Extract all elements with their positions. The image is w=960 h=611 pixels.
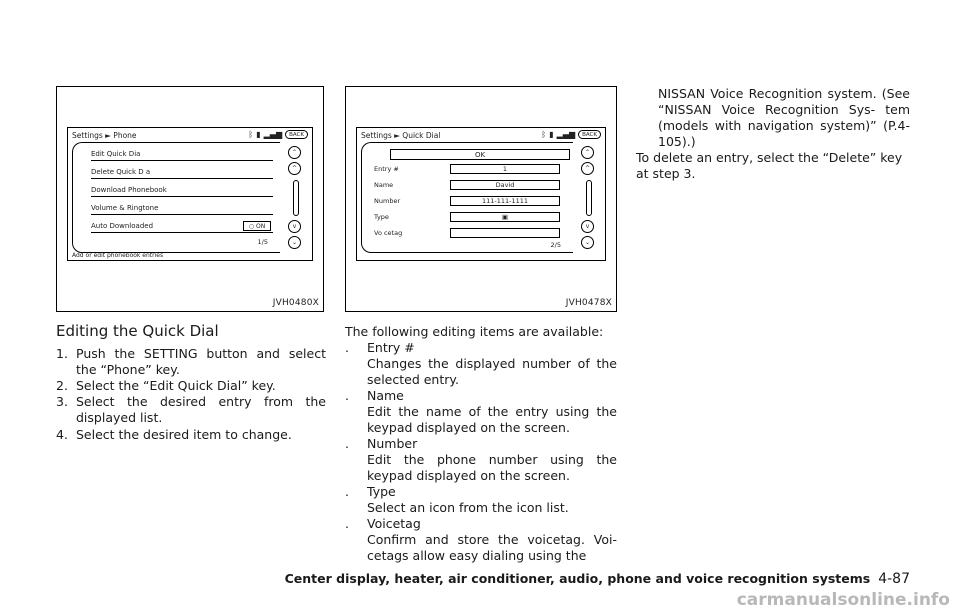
scroll-controls (284, 142, 308, 250)
quick-dial-screen (356, 127, 606, 261)
watermark: carmanualsonline.info (736, 590, 950, 610)
scroll-track (586, 180, 592, 216)
editing-intro: The following editing items are available: (345, 324, 604, 339)
bullet-type (345, 484, 617, 500)
bullet-entry (345, 340, 617, 356)
scroll-track (293, 180, 299, 216)
step-3 (56, 394, 326, 426)
step-number: 1. (56, 346, 68, 361)
screen-footer-note: Add or edit phonebook entries (72, 252, 164, 259)
bullet-dot: . (345, 388, 349, 403)
bullet-label: Type (367, 484, 396, 499)
list-item: Edit Quick Dia (91, 147, 273, 161)
phone-settings-screen (67, 127, 313, 261)
bullet-label: Entry # (367, 340, 415, 355)
back-button: BACK (578, 130, 601, 139)
delete-entry-note: To delete an entry, select the “Delete” key at step 3. (636, 150, 903, 181)
page-up-icon: ⌃ (288, 146, 301, 159)
bluetooth-icon: ᛒ (541, 130, 547, 139)
step-text: Select the desired item to change. (76, 427, 292, 442)
list-item: Volume & Ringtone (91, 201, 273, 215)
signal-icon: ▂▄▆ (263, 130, 283, 139)
bullet-name (345, 388, 617, 404)
page-down-icon: ⌄ (288, 236, 301, 249)
figure-code: JVH0480X (272, 298, 319, 308)
step-text: Select the desired entry from the displayed list. (76, 394, 326, 425)
signal-icon: ▂▄▆ (556, 130, 576, 139)
scroll-controls (577, 142, 601, 250)
figure-code: JVH0478X (565, 298, 612, 308)
field-value-type (450, 212, 560, 222)
field-value-number: 111-111-1111 (450, 196, 560, 206)
bullet-dot: . (345, 484, 349, 499)
list-item (91, 219, 273, 233)
on-label: ON (255, 223, 266, 230)
list-item: Download Phonebook (91, 183, 273, 197)
phone-icon: ▮ (549, 130, 554, 139)
list-item-label: Auto Downloaded (91, 222, 154, 230)
scroll-up-icon: ^ (288, 162, 301, 175)
scroll-down-icon: v (288, 220, 301, 233)
page-down-icon: ⌄ (581, 236, 594, 249)
page-footer (0, 571, 910, 587)
bullet-desc: Edit the name of the entry using the keypad displayed on the screen. (367, 404, 617, 435)
step-number: 4. (56, 427, 68, 442)
bullet-desc: Select an icon from the icon list. (367, 500, 569, 515)
figure-quick-dial (345, 86, 617, 312)
step-text: Select the “Edit Quick Dial” key. (76, 378, 276, 393)
page-indicator: 1/5 (257, 238, 268, 246)
page-indicator: 2/5 (550, 241, 561, 249)
screen-title: Settings ► Phone (72, 131, 137, 140)
on-toggle: ○ ON (243, 221, 271, 231)
status-icons (248, 130, 308, 139)
field-label-voicetag: Vo cetag (374, 229, 403, 237)
scroll-down-icon: v (581, 220, 594, 233)
bullet-desc: Edit the phone number using the keypad displayed on the screen. (367, 452, 617, 483)
bullet-label: Name (367, 388, 404, 403)
step-4 (56, 427, 326, 443)
scroll-up-icon: ^ (581, 162, 594, 175)
field-label-entry: Entry # (374, 165, 399, 173)
field-value-entry: 1 (450, 164, 560, 174)
bullet-desc: Confirm and store the voicetag. Voi- cetags allow easy dialing using the (367, 532, 617, 563)
step-2 (56, 378, 326, 394)
back-button: BACK (285, 130, 308, 139)
section-heading: Editing the Quick Dial (56, 322, 219, 340)
step-number: 3. (56, 394, 68, 409)
bullet-desc: Changes the displayed number of the selected entry. (367, 356, 617, 387)
bullet-label: Voicetag (367, 516, 421, 531)
step-text: Push the SETTING button and select the “Phone” key. (76, 346, 326, 377)
field-label-number: Number (374, 197, 401, 205)
page-number: 4-87 (878, 571, 910, 587)
bullet-dot: . (345, 436, 349, 451)
footer-section-title: Center display, heater, air conditioner, audio, phone and voice recognition systems (284, 571, 871, 586)
bullet-dot: . (345, 516, 349, 531)
screen-title: Settings ► Quick Dial (361, 131, 441, 140)
field-label-name: Name (374, 181, 394, 189)
status-icons (541, 130, 601, 139)
bullet-label: Number (367, 436, 418, 451)
bullet-dot: . (345, 340, 349, 355)
list-item: Delete Quick D a (91, 165, 273, 179)
page-up-icon: ⌃ (581, 146, 594, 159)
figure-phone-settings (56, 86, 324, 312)
bullet-voicetag (345, 516, 617, 532)
field-label-type: Type (374, 213, 389, 221)
voice-recognition-continuation: NISSAN Voice Recognition system. (See “NISSAN Voice Recognition Sys- tem (models with navigation system)” (P.4-105).) (658, 86, 910, 149)
step-1 (56, 346, 326, 378)
field-value-voicetag (450, 228, 560, 238)
quick-dial-form (361, 142, 573, 253)
bullet-number (345, 436, 617, 452)
phone-icon: ▮ (256, 130, 261, 139)
phone-type-icon: ▣ (501, 213, 509, 221)
ok-button: OK (390, 149, 570, 160)
bluetooth-icon: ᛒ (248, 130, 254, 139)
settings-list (72, 142, 280, 253)
field-value-name: David (450, 180, 560, 190)
step-number: 2. (56, 378, 68, 393)
